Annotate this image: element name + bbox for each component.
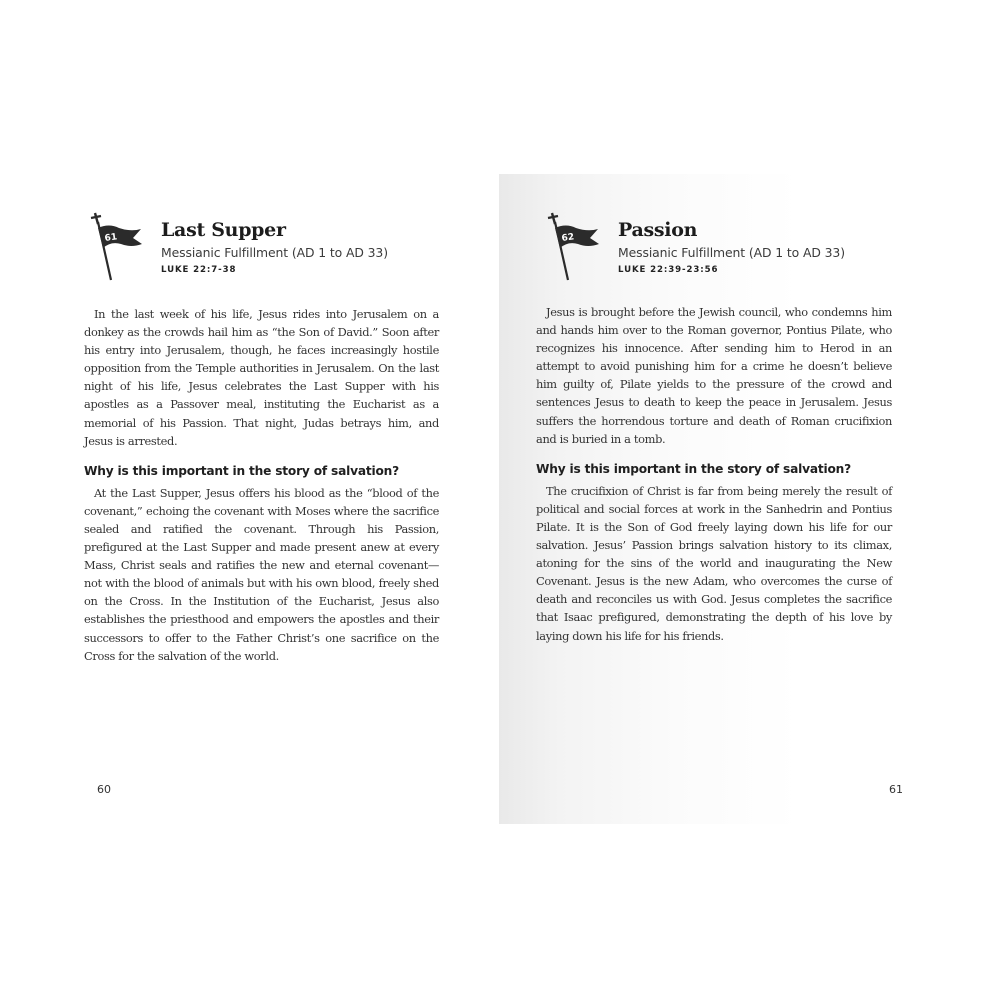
- significance-paragraph: The crucifixion of Christ is far from being merely the result of political and social forces at work in the Sanhedrin and Pontius Pilate. It is the Son of God freely laying down his life for our salvation. Jesus’ Passion brings salvation history to its climax, atoning for the sins of the world and inaugurating the New Covenant. Jesus is the new Adam, who overcomes the curse of death and reconciles us with God. Jesus completes the sacrifice that Isaac prefigured, demonstrating the depth of his love by laying down his life for his friends.: [536, 483, 892, 643]
- right-page: [500, 0, 1000, 1000]
- significance-paragraph: At the Last Supper, Jesus offers his blood as the “blood of the covenant,” echoing the covenant with Moses where the sacrifice sealed and ratified the covenant. Through his Passion, prefigured at the Last Supper and made present anew at every Mass, Christ seals and ratifies the new and eternal covenant—not with the blood of animals but with his own blood, freely shed on the Cross. In the Institution of the Eucharist, Jesus also establishes the priesthood and empowers the apostles and their successors to offer to the Father Christ’s one sacrifice on the Cross for the salvation of the world.: [84, 485, 439, 663]
- entry-body: [536, 303, 892, 645]
- entry-number: 62: [561, 232, 575, 244]
- section-heading: Why is this important in the story of salvation?: [84, 463, 399, 478]
- entry-period: Messianic Fulfillment (AD 1 to AD 33): [618, 245, 845, 260]
- entry-body: [84, 305, 439, 665]
- scripture-reference: LUKE 22:7-38: [161, 265, 237, 275]
- flag-with-cross-icon: [87, 210, 147, 282]
- page-number: 61: [889, 783, 903, 796]
- summary-paragraph: In the last week of his life, Jesus rides into Jerusalem on a donkey as the crowds hail him as “the Son of David.” Soon after his entry into Jerusalem, though, he faces increasingly hostile opposition from the Temple authorities in Jerusalem. On the last night of his life, Jesus celebrates the Last Supper with his apostles as a Passover meal, instituting the Eucharist as a memorial of his Passion. That night, Judas betrays him, and Jesus is arrested.: [84, 307, 439, 448]
- entry-header: [544, 210, 904, 290]
- section-heading: Why is this important in the story of salvation?: [536, 461, 851, 476]
- entry-period: Messianic Fulfillment (AD 1 to AD 33): [161, 245, 388, 260]
- entry-header: [87, 210, 447, 290]
- summary-paragraph: Jesus is brought before the Jewish council, who condemns him and hands him over to the Roman governor, Pontius Pilate, who recognizes his innocence. After sending him to Herod in an attempt to avoid punishing him for a crime he doesn’t believe him guilty of, Pilate yields to the pressure of the crowd and sentences Jesus to death to keep the peace in Jerusalem. Jesus suffers the horrendous torture and death of Roman crucifixion and is buried in a tomb.: [536, 305, 892, 446]
- flag-with-cross-icon: [544, 210, 604, 282]
- entry-title: Last Supper: [161, 219, 286, 241]
- scripture-reference: LUKE 22:39-23:56: [618, 265, 719, 275]
- page-number: 60: [97, 783, 111, 796]
- entry-number: 61: [104, 232, 118, 244]
- entry-title: Passion: [618, 219, 698, 241]
